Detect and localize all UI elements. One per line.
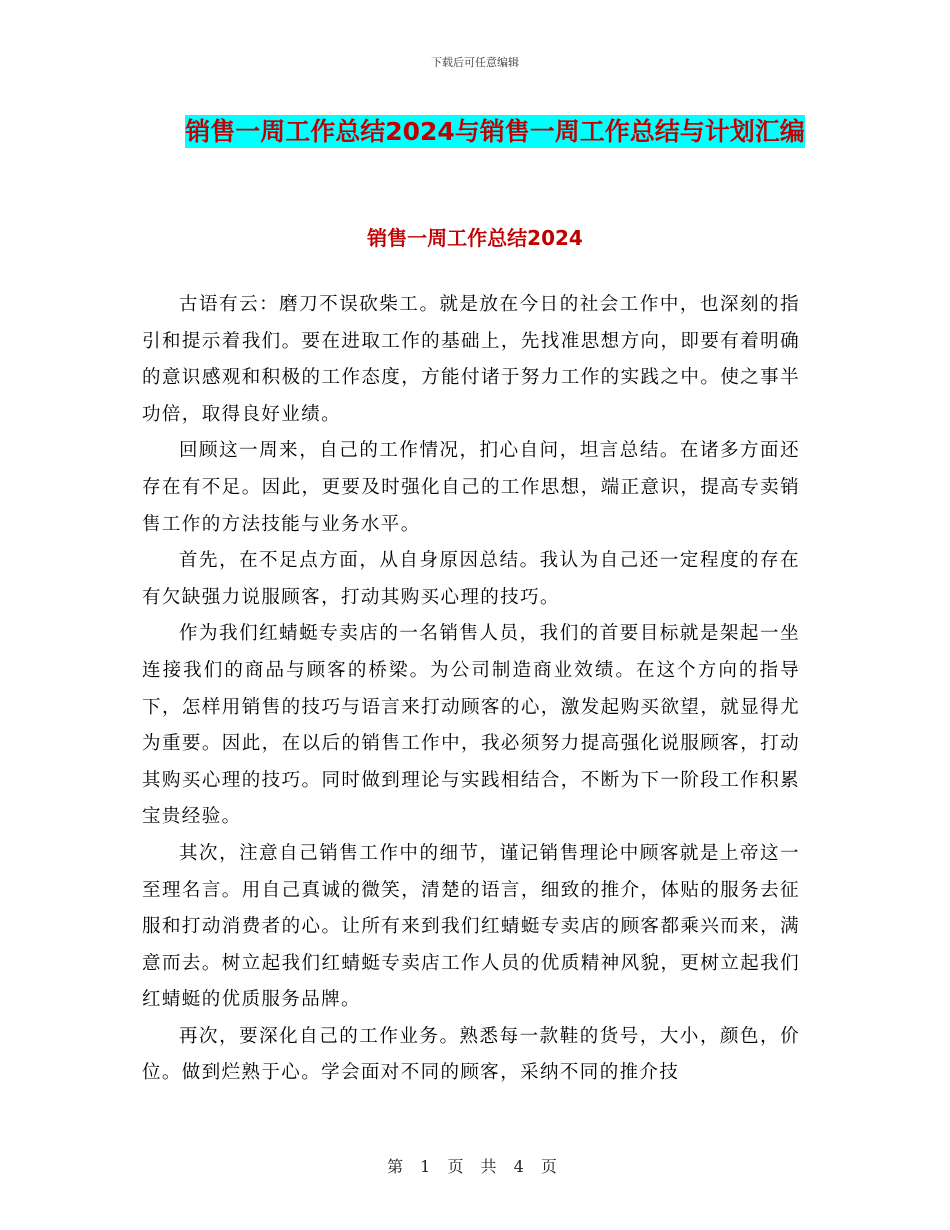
page-footer: 第 1 页 共 4 页 bbox=[387, 1157, 563, 1176]
paragraph: 其次，注意自己销售工作中的细节，谨记销售理论中顾客就是上帝这一至理名言。用自己真诚的微笑，清楚的语言，细致的推介，体贴的服务去征服和打动消费者的心。让所有来到我们红蜻蜓专卖店的顾客都乘兴而来，满意而去。树立起我们红蜻蜓专卖店工作人员的优质精神风貌，更树立起我们红蜻蜓的优质服务品牌。 bbox=[142, 842, 800, 1011]
paragraph: 古语有云：磨刀不误砍柴工。就是放在今日的社会工作中，也深刻的指引和提示着我们。要在进取工作的基础上，先找准思想方向，即要有着明确的意识感观和积极的工作态度，方能付诸于努力工作的实践之中。使之事半功倍，取得良好业绩。 bbox=[142, 294, 800, 425]
document-title-text: 销售一周工作总结2024与销售一周工作总结与计划汇编 bbox=[185, 117, 805, 146]
paragraph: 作为我们红蜻蜓专卖店的一名销售人员，我们的首要目标就是架起一坐连接我们的商品与顾客的桥梁。为公司制造商业效绩。在这个方向的指导下，怎样用销售的技巧与语言来打动顾客的心，激发起购买欲望，就显得尤为重要。因此，在以后的销售工作中，我必须努力提高强化说服顾客，打动其购买心理的技巧。同时做到理论与实践相结合，不断为下一阶段工作积累宝贵经验。 bbox=[142, 623, 800, 828]
paragraph: 再次，要深化自己的工作业务。熟悉每一款鞋的货号，大小，颜色，价位。做到烂熟于心。学会面对不同的顾客，采纳不同的推介技 bbox=[142, 1025, 800, 1084]
header-note: 下载后可任意编辑 bbox=[431, 56, 519, 69]
section-title: 销售一周工作总结2024 bbox=[367, 226, 583, 250]
paragraph: 首先，在不足点方面，从自身原因总结。我认为自己还一定程度的存在有欠缺强力说服顾客，打动其购买心理的技巧。 bbox=[142, 550, 800, 608]
paragraph: 回顾这一周来，自己的工作情况，扪心自问，坦言总结。在诸多方面还存在有不足。因此，更要及时强化自己的工作思想，端正意识，提高专卖销售工作的方法技能与业务水平。 bbox=[142, 440, 800, 535]
body-text bbox=[142, 287, 800, 1092]
document-title bbox=[150, 110, 840, 154]
